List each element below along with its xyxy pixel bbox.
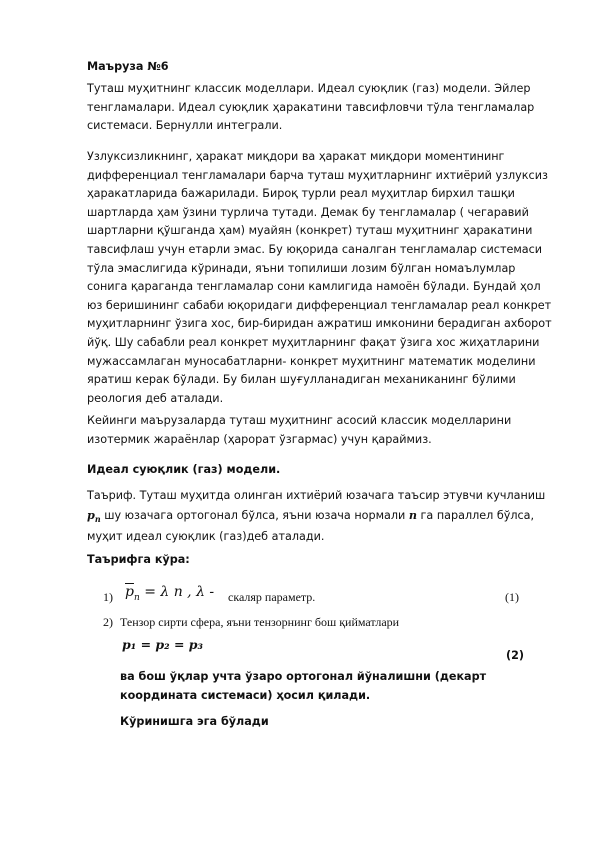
heading-ideal-fluid: Идеал суюқлик (газ) модели.	[87, 463, 281, 476]
definition-line-1: Таъриф. Туташ муҳитда олинган ихтиёрий юзачага таъсир этувчи кучланиш	[87, 489, 546, 502]
lecture-topics: Туташ муҳитнинг классик моделлари. Идеал суюқлик (газ) модели. Эйлер тенгламалари. Идеал суюқлик ҳаракатини тавсифловчи тўла тенгламалар системаси. Бернулли интеграли.	[87, 82, 535, 133]
paragraph-next-lectures: Кейинги маърузаларда туташ муҳитнинг асосий классик моделларини изотермик жараёнлар (ҳарорат ўзгармас) учун қараймиз.	[87, 414, 512, 446]
n-symbol: n	[408, 507, 417, 522]
definition-line-3: муҳит идеал суюқлик (газ)деб аталади.	[87, 530, 325, 544]
item-2-formula: p₁ = p₂ = p₃	[122, 637, 203, 652]
item-2-number: 2)	[103, 615, 113, 629]
item-2-text: Тензор сирти сфера, яъни тензорнинг бош қийматлари	[120, 615, 400, 629]
item-2-eq-number: (2)	[506, 649, 525, 662]
item-1-text: скаляр параметр.	[228, 590, 316, 604]
pn-symbol: $p_n$	[87, 507, 101, 524]
paragraph-takes-form: Кўринишга эга бўлади	[120, 715, 269, 728]
definition-block	[87, 487, 557, 547]
definition-line-2b: га параллел бўлса,	[417, 508, 535, 522]
paragraph-continuity: Узлуксизликнинг, ҳаракат миқдори ва ҳаракат миқдори моментининг дифференциал тенгламалари барча туташ муҳитларнинг ихтиёрий узлуксиз ҳаракатларида бажарилади. Бироқ турли реал муҳитлар бирхил ташқи шартларда ҳам ўзини турлича тутади. Демак бу тенгламалар ( чегаравий шартларни қўшганда ҳам) муайян (конкрет) туташ муҳитнинг ҳаракатини тавсифлаш учун етарли эмас. Бу юқорида саналган тенгламалар системаси тўла эмаслигида кўринади, яъни топилиши лозим бўлган номаълумлар сонига қараганда тенгламалар сони камлигида намоён бўлади. Бундай ҳол юз беришининг сабаби юқоридаги дифференциал тенгламалар реал конкрет муҳитларнинг ўзига хос, бир-биридан ажратиш имконини берадиган ахборот йўқ. Шу сабабли реал конкрет муҳитларнинг фақат ўзига хос жиҳатларини мужассамлаган муносабатларни- конкрет муҳитнинг математик моделини яратиш керак бўлади. Бу билан шуғулланадиган механиканинг бўлими реология деб аталади.	[87, 150, 552, 405]
item-1-eq-number: (1)	[505, 590, 519, 604]
item-1-number: 1)	[103, 590, 113, 604]
lecture-title: Маъруза №6	[87, 60, 169, 73]
paragraph-principal-axes: ва бош ўқлар учта ўзаро ортогонал йўналишни (декарт координата системаси) ҳосил қилади.	[120, 670, 487, 702]
heading-by-definition: Таърифга кўра:	[87, 553, 190, 566]
item-1-formula: $\overline{p}_n = \lambda$ n , λ -	[125, 584, 215, 603]
definition-line-2a: шу юзачага ортогонал бўлса, яъни юзача нормали	[100, 508, 409, 522]
definition-line-2	[87, 506, 557, 529]
